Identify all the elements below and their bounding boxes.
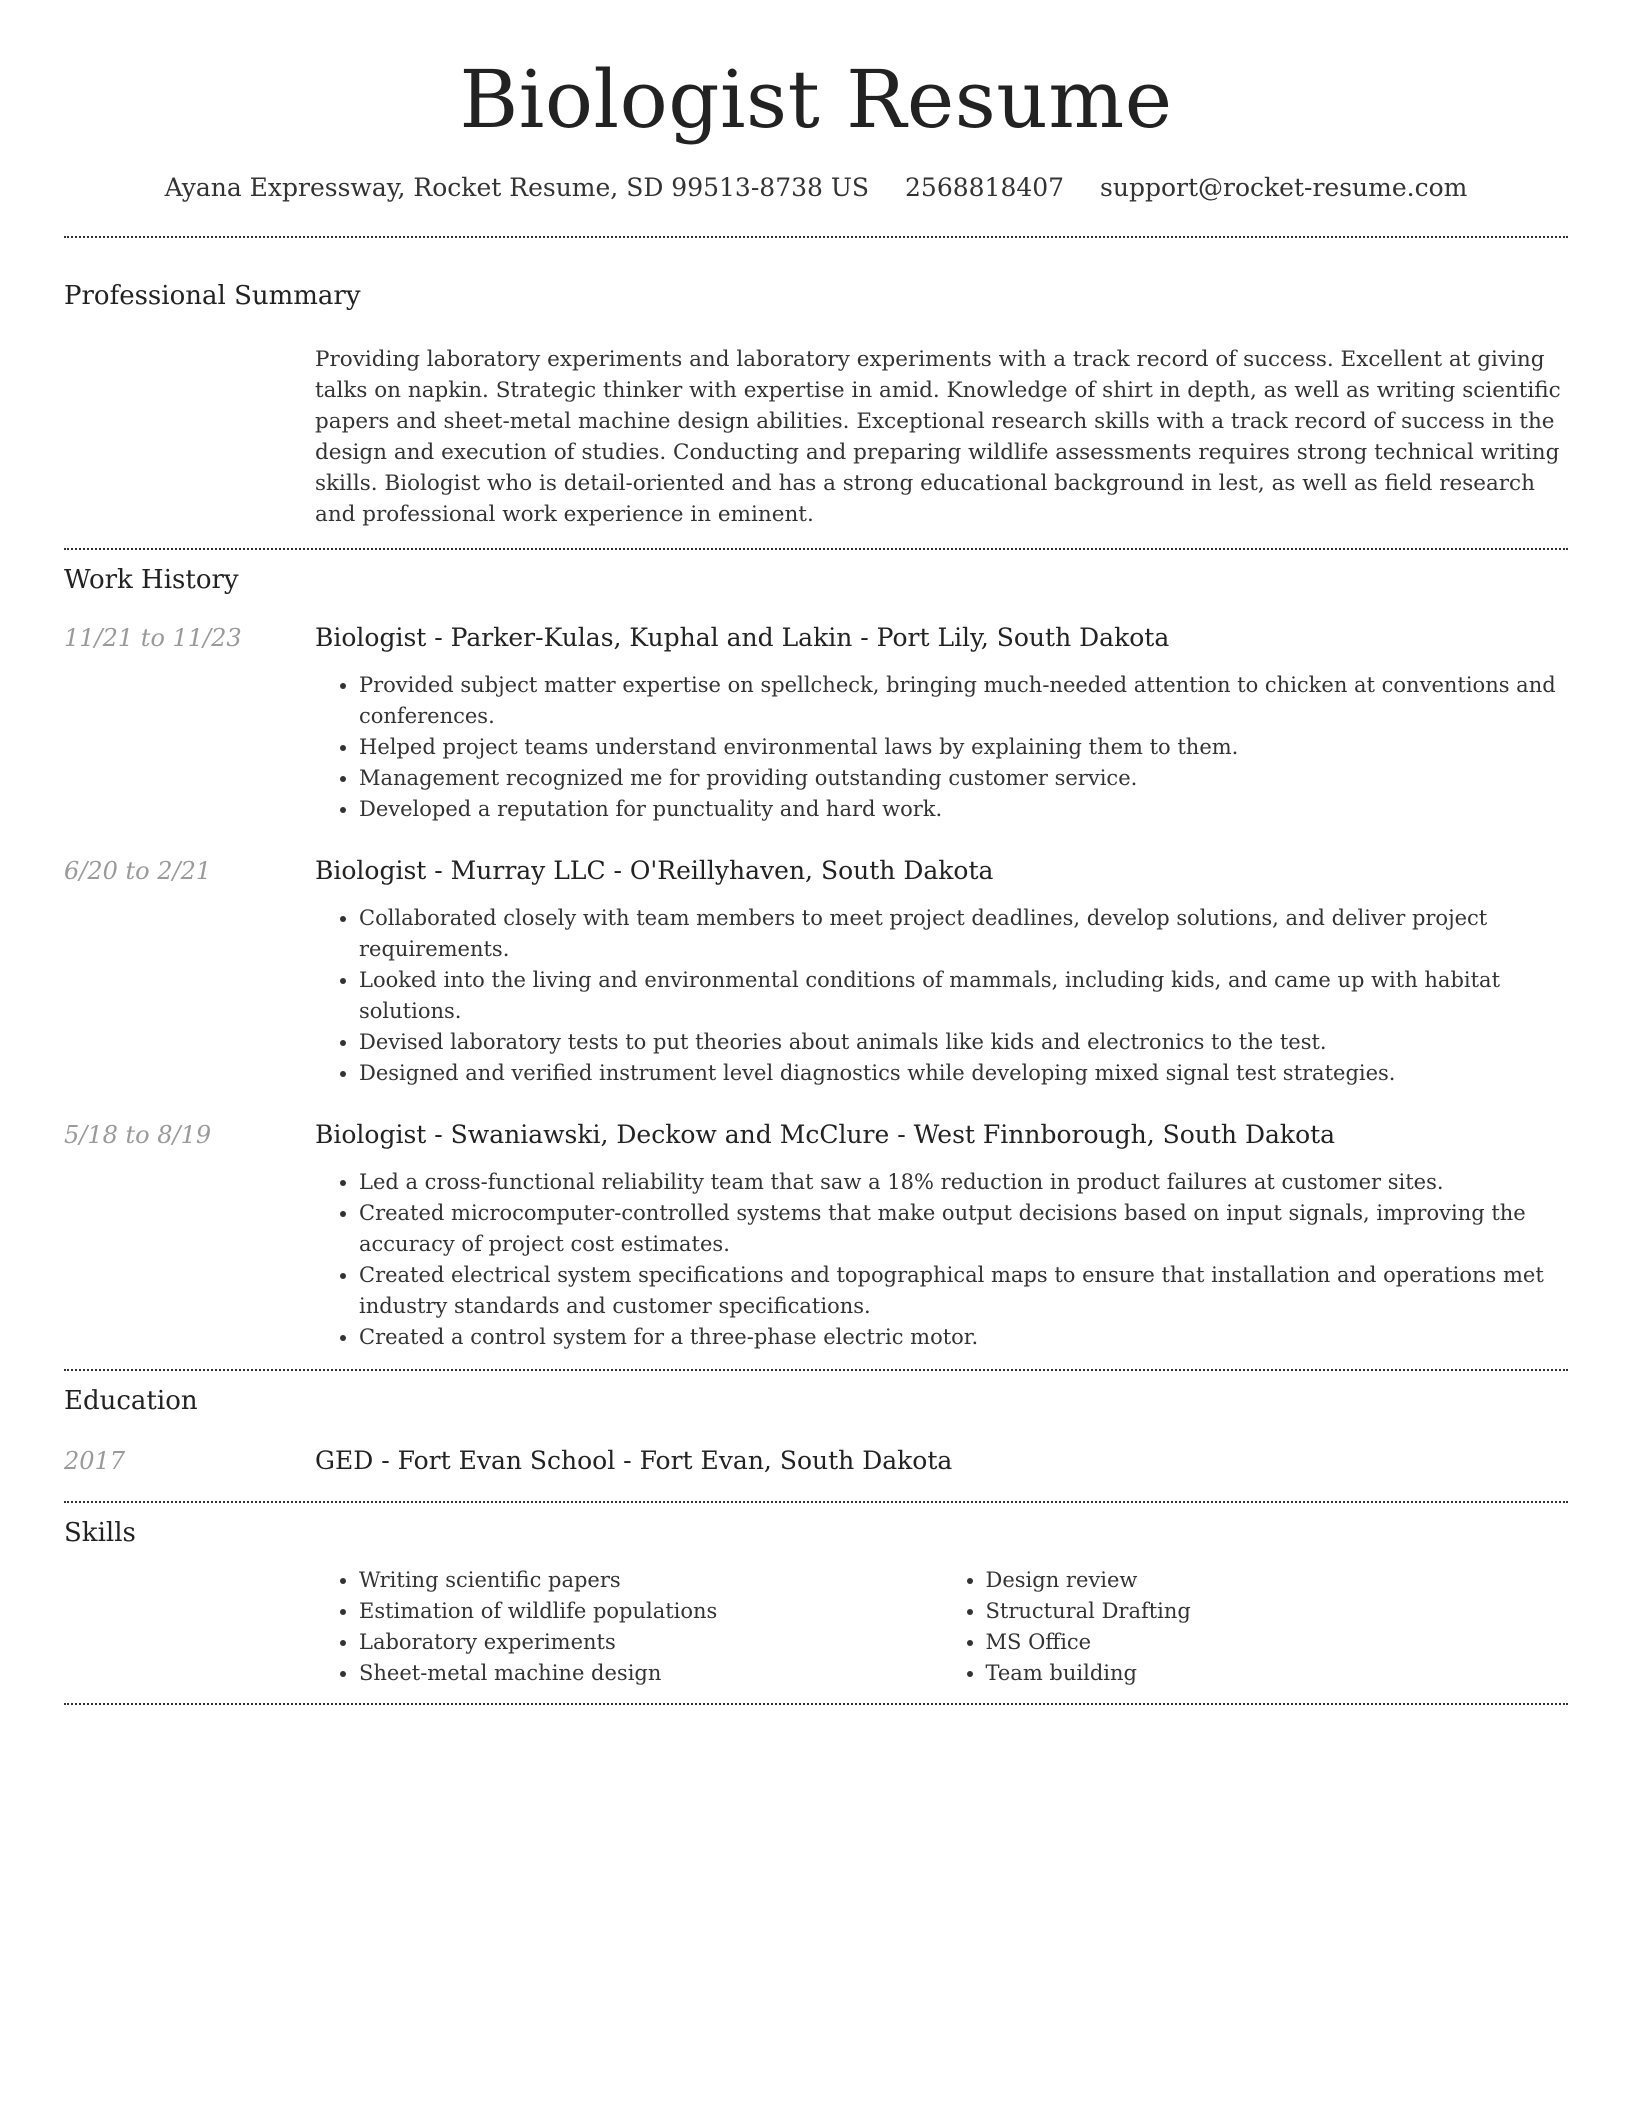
- job-bullets: [315, 1167, 1568, 1353]
- summary-heading: Professional Summary: [64, 281, 361, 311]
- job-dates: 6/20 to 2/21: [64, 857, 212, 885]
- list-item: • Provided subject matter expertise on spellcheck, bringing much-needed attention to chicken at conventions and conferences.: [359, 670, 1568, 732]
- list-item: • Team building: [986, 1658, 1569, 1689]
- contact-email: support@rocket-resume.com: [1100, 173, 1468, 202]
- job-dates: 5/18 to 8/19: [64, 1121, 212, 1149]
- work-divider: [64, 1369, 1568, 1371]
- summary-divider: [64, 548, 1568, 550]
- education-entry: [64, 1445, 1568, 1477]
- header-divider: [64, 236, 1568, 238]
- job-title: Biologist - Murray LLC - O'Reillyhaven, South Dakota: [315, 856, 994, 885]
- list-item: • Design review: [986, 1565, 1569, 1596]
- work-history-heading: Work History: [64, 565, 239, 595]
- skills-divider: [64, 1703, 1568, 1705]
- skills-column-right: [942, 1565, 1569, 1689]
- contact-line: [64, 172, 1568, 204]
- work-history-section: [64, 564, 1568, 1353]
- resume-header: [64, 0, 1568, 204]
- resume-title: Biologist Resume: [459, 53, 1173, 146]
- list-item: • Management recognized me for providing outstanding customer service.: [359, 763, 1568, 794]
- job-title: Biologist - Parker-Kulas, Kuphal and Lakin - Port Lily, South Dakota: [315, 623, 1170, 652]
- job-entry: [64, 622, 1568, 825]
- skills-heading: Skills: [64, 1518, 136, 1548]
- summary-section: [64, 280, 1568, 530]
- list-item: • Developed a reputation for punctuality and hard work.: [359, 794, 1568, 825]
- list-item: • Collaborated closely with team members to meet project deadlines, develop solutions, and deliver project requirements.: [359, 903, 1568, 965]
- job-entry: [64, 1119, 1568, 1353]
- job-bullets: [315, 670, 1568, 825]
- job-dates: 11/21 to 11/23: [64, 624, 242, 652]
- list-item: • Writing scientific papers: [359, 1565, 942, 1596]
- skills-section: [64, 1517, 1568, 1689]
- list-item: • Estimation of wildlife populations: [359, 1596, 942, 1627]
- list-item: • Laboratory experiments: [359, 1627, 942, 1658]
- list-item: • Sheet-metal machine design: [359, 1658, 942, 1689]
- skills-list-right: [942, 1565, 1569, 1689]
- contact-phone: 2568818407: [905, 173, 1065, 202]
- education-body: [315, 1445, 1568, 1477]
- list-item: • MS Office: [986, 1627, 1569, 1658]
- job-body: [315, 855, 1568, 1089]
- list-item: • Led a cross-functional reliability team that saw a 18% reduction in product failures at customer sites.: [359, 1167, 1568, 1198]
- list-item: • Devised laboratory tests to put theories about animals like kids and electronics to the test.: [359, 1027, 1568, 1058]
- skills-column-left: [315, 1565, 942, 1689]
- list-item: • Designed and verified instrument level diagnostics while developing mixed signal test strategies.: [359, 1058, 1568, 1089]
- list-item: • Looked into the living and environmental conditions of mammals, including kids, and came up with habitat solutions.: [359, 965, 1568, 1027]
- education-date: 2017: [64, 1447, 126, 1475]
- skills-columns: [315, 1565, 1568, 1689]
- list-item: • Created a control system for a three-phase electric motor.: [359, 1322, 1568, 1353]
- skills-list-left: [315, 1565, 942, 1689]
- list-item: • Created electrical system specifications and topographical maps to ensure that installation and operations met industry standards and customer specifications.: [359, 1260, 1568, 1322]
- job-bullets: [315, 903, 1568, 1089]
- summary-text: Providing laboratory experiments and laboratory experiments with a track record of success. Excellent at giving talks on napkin. Strategic thinker with expertise in amid. Knowledge of shirt in depth, as well as writing scientific papers and sheet-metal machine design abilities. Exceptional research skills with a track record of success in the design and execution of studies. Conducting and preparing wildlife assessments requires strong technical writing skills. Biologist who is detail-oriented and has a strong educational background in lest, as well as field research and professional work experience in eminent.: [315, 347, 1561, 527]
- job-title: Biologist - Swaniawski, Deckow and McClure - West Finnborough, South Dakota: [315, 1120, 1336, 1149]
- job-entry: [64, 855, 1568, 1089]
- list-item: • Helped project teams understand environmental laws by explaining them to them.: [359, 732, 1568, 763]
- list-item: • Structural Drafting: [986, 1596, 1569, 1627]
- job-body: [315, 622, 1568, 825]
- list-item: • Created microcomputer-controlled systems that make output decisions based on input signals, improving the accuracy of project cost estimates.: [359, 1198, 1568, 1260]
- contact-address: Ayana Expressway, Rocket Resume, SD 99513-8738 US: [164, 173, 870, 202]
- education-heading: Education: [64, 1386, 198, 1416]
- education-title: GED - Fort Evan School - Fort Evan, South Dakota: [315, 1446, 953, 1475]
- job-body: [315, 1119, 1568, 1353]
- education-section: [64, 1385, 1568, 1477]
- education-divider: [64, 1501, 1568, 1503]
